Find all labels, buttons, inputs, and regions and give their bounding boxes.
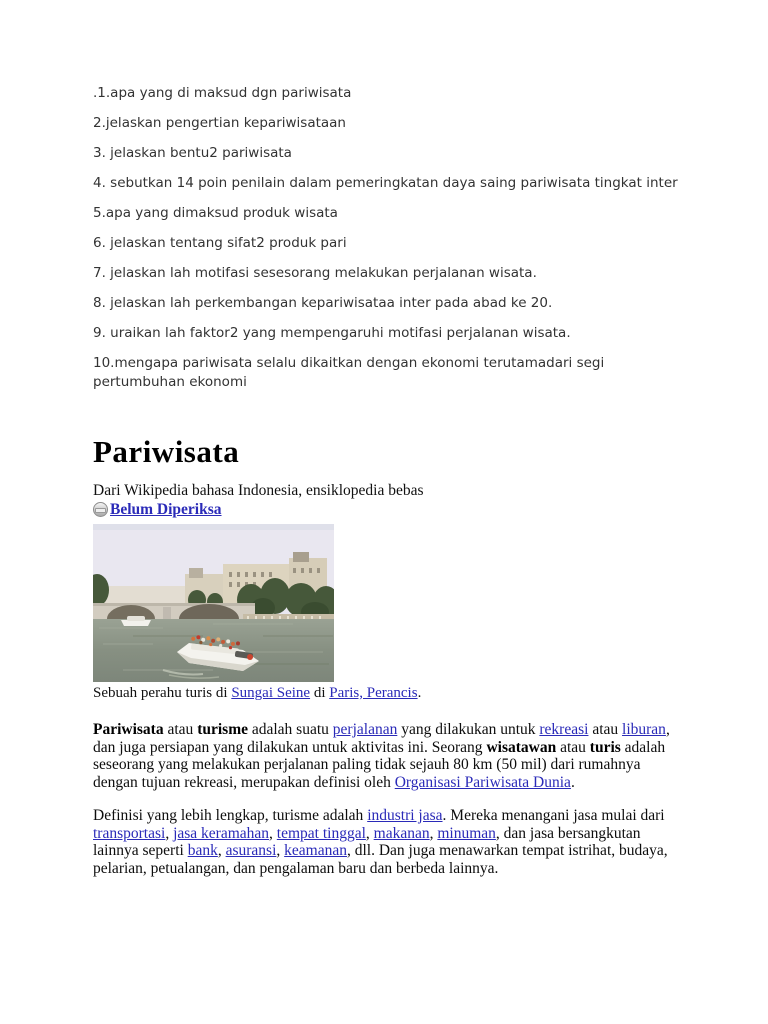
question-item: 6. jelaskan tentang sifat2 produk pari: [93, 235, 347, 251]
text-run: Definisi yang lebih lengkap, turisme adalah: [93, 807, 368, 824]
text-run: ,: [276, 842, 285, 859]
question-item: 7. jelaskan lah motifasi sesesorang melakukan perjalanan wisata.: [93, 265, 537, 281]
article-link[interactable]: perjalanan: [332, 721, 398, 738]
bold-term: wisatawan: [486, 738, 557, 756]
article-link[interactable]: bank: [187, 842, 218, 859]
article-link[interactable]: industri jasa: [367, 807, 443, 824]
question-item: 10.mengapa pariwisata selalu dikaitkan dengan ekonomi terutamadari segi pertumbuhan ekonomi: [93, 355, 605, 390]
text-run: , dan jasa bersangkutan lainnya seperti: [93, 824, 641, 859]
question-item: 8. jelaskan lah perkembangan kepariwisataa inter pada abad ke 20.: [93, 295, 553, 311]
article-link[interactable]: minuman: [437, 824, 496, 842]
text-run: .: [417, 685, 422, 701]
bold-term: turis: [589, 738, 621, 756]
text-run: ,: [217, 842, 226, 859]
photo-caption: [93, 684, 678, 702]
text-run: atau: [588, 721, 623, 738]
question-item: 3. jelaskan bentu2 pariwisata: [93, 145, 292, 161]
page-content: [93, 84, 678, 877]
text-run: adalah seseorang yang melakukan perjalanan paling tidak sejauh 80 km (50 mil) dari rumahnya dengan tujuan rekreasi, merupakan definisi oleh: [93, 738, 666, 791]
article-link[interactable]: Paris, Perancis: [329, 685, 418, 701]
article-link[interactable]: tempat tinggal: [276, 824, 366, 842]
text-run: atau: [163, 721, 198, 738]
article-link[interactable]: liburan: [622, 721, 666, 738]
questions-list: [93, 84, 678, 392]
bold-term: turisme: [197, 721, 248, 738]
article-link[interactable]: transportasi: [93, 824, 166, 842]
text-run: atau: [556, 738, 590, 756]
question-item: 5.apa yang dimaksud produk wisata: [93, 205, 338, 221]
article-paragraph-2: [93, 807, 678, 877]
question-item: 2.jelaskan pengertian kepariwisataan: [93, 115, 346, 131]
text-run: , dll. Dan juga menawarkan tempat istrihat, budaya, pelarian, petualangan, dan pengalaman baru dan berbeda lainnya.: [93, 842, 668, 877]
text-run: ,: [269, 824, 277, 842]
text-run: . Mereka menangani jasa mulai dari: [442, 807, 665, 824]
question-item: 4. sebutkan 14 poin penilain dalam pemeringkatan daya saing pariwisata tingkat inter: [93, 175, 678, 191]
text-run: ,: [165, 824, 174, 842]
article-title: Pariwisata: [93, 434, 240, 469]
text-run: adalah suatu: [247, 721, 333, 738]
article-link[interactable]: asuransi: [225, 842, 277, 859]
article-paragraph-1: [93, 721, 678, 791]
text-run: di: [310, 685, 330, 701]
text-run: yang dilakukan untuk: [397, 721, 540, 738]
text-run: ,: [429, 824, 438, 842]
review-status-line: [93, 500, 678, 519]
article-link[interactable]: Organisasi Pariwisata Dunia: [394, 773, 571, 791]
text-run: , dan juga persiapan yang dilakukan untuk aktivitas ini. Seorang: [93, 721, 670, 756]
article-link[interactable]: Sungai Seine: [231, 685, 311, 701]
question-item: .1.apa yang di maksud dgn pariwisata: [93, 85, 352, 101]
article-link[interactable]: makanan: [373, 824, 430, 842]
question-item: 9. uraikan lah faktor2 yang mempengaruhi motifasi perjalanan wisata.: [93, 325, 571, 341]
article-link[interactable]: jasa keramahan: [173, 824, 270, 842]
text-run: .: [570, 773, 575, 791]
text-run: Sebuah perahu turis di: [93, 685, 232, 701]
article-subtitle: Dari Wikipedia bahasa Indonesia, ensiklopedia bebas: [93, 482, 424, 499]
article-link[interactable]: keamanan: [284, 842, 347, 859]
text-run: ,: [365, 824, 374, 842]
seine-boat-photo: [93, 524, 334, 682]
bold-term: Pariwisata: [93, 721, 164, 738]
circle-minus-unreviewed-icon: [93, 502, 108, 517]
review-status-link[interactable]: Belum Diperiksa: [110, 500, 222, 518]
article-link[interactable]: rekreasi: [539, 721, 589, 738]
